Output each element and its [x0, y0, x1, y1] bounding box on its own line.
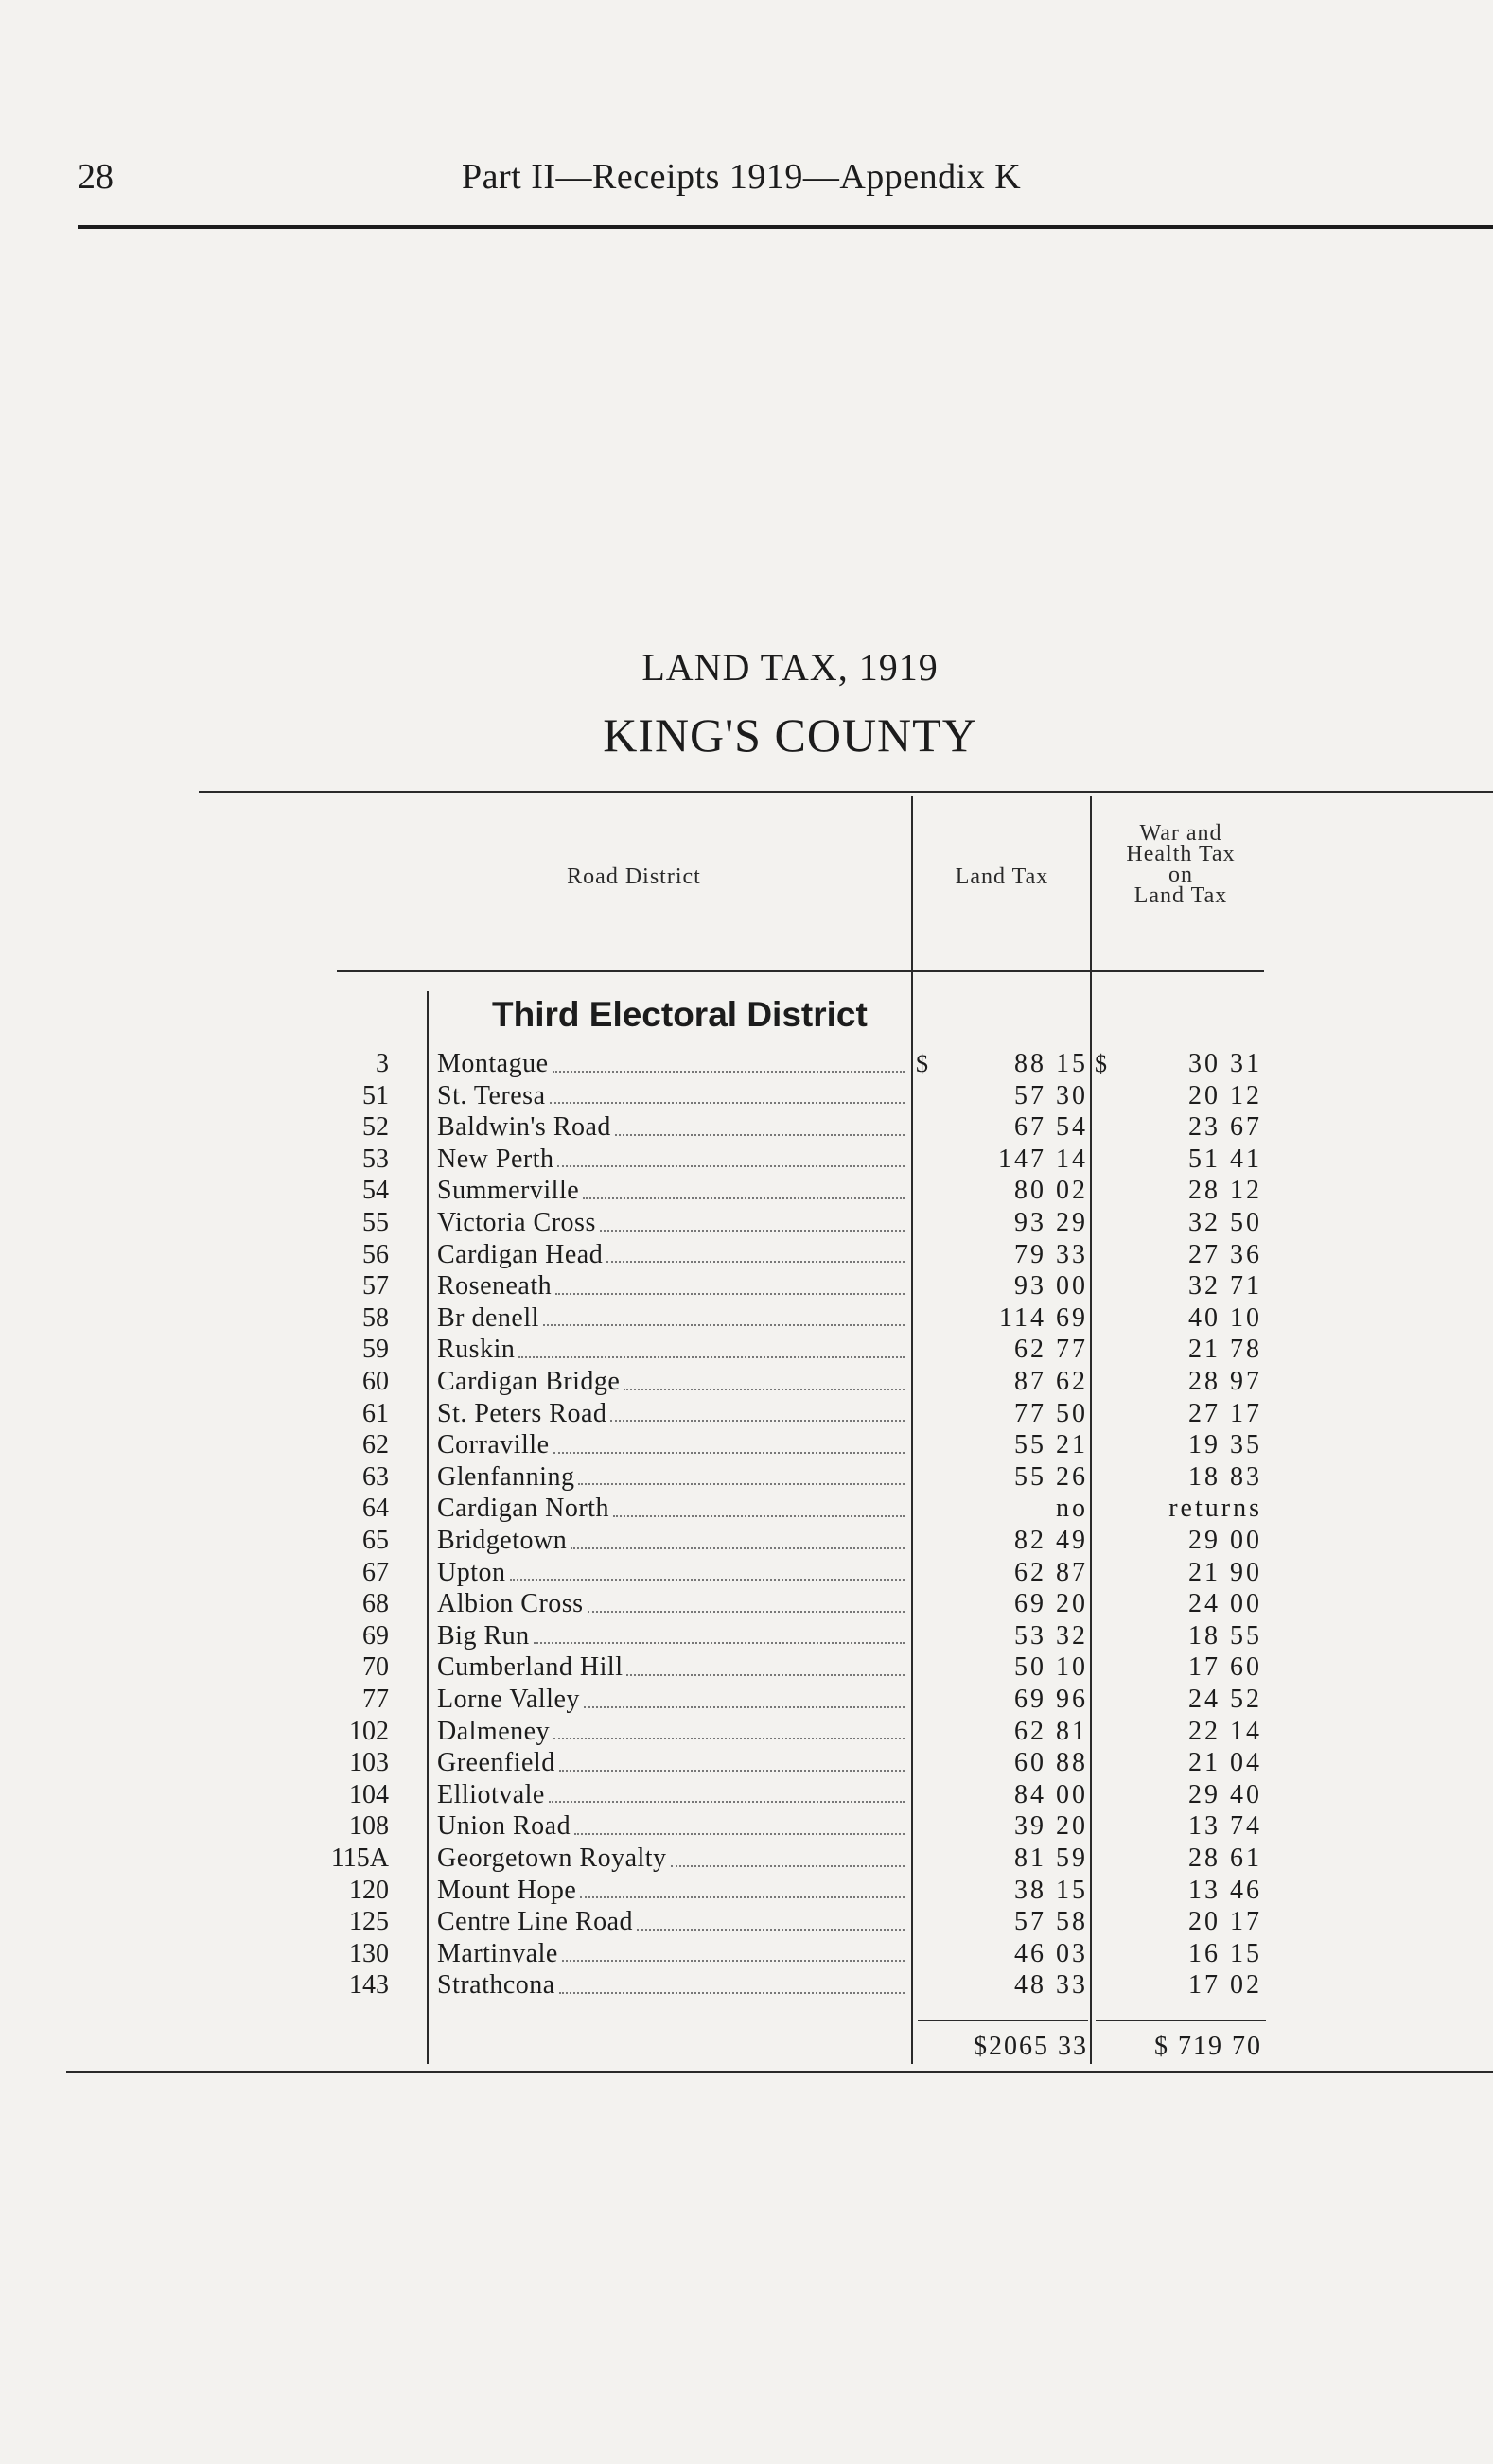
- road-district-number: 63: [362, 1461, 389, 1492]
- table-row: [0, 1429, 1493, 1461]
- war-tax-value: 19 35: [1188, 1430, 1262, 1460]
- table-row: [0, 1779, 1493, 1811]
- road-district-name-cell: [437, 1684, 908, 1716]
- land-tax-value: 50 10: [1014, 1652, 1088, 1683]
- dot-leader: [613, 1493, 905, 1517]
- page-number: 28: [78, 157, 114, 197]
- road-district-name: Upton: [437, 1557, 506, 1587]
- war-tax-value: 17 60: [1188, 1652, 1262, 1683]
- table-row: [0, 1461, 1493, 1494]
- land-tax-value: 46 03: [1014, 1938, 1088, 1968]
- table-row: [0, 1525, 1493, 1557]
- road-district-name-cell: [437, 1588, 908, 1620]
- land-tax-total-rule: [918, 2020, 1088, 2021]
- road-district-name-cell: [437, 1557, 908, 1589]
- table-row: [0, 1557, 1493, 1589]
- dot-leader: [559, 1747, 905, 1772]
- dot-leader: [571, 1525, 905, 1549]
- road-district-number: 104: [349, 1779, 389, 1809]
- war-tax-value: 40 10: [1188, 1302, 1262, 1333]
- table-row: [0, 1588, 1493, 1620]
- road-district-number: 64: [362, 1494, 389, 1524]
- road-district-name: Roseneath: [437, 1271, 553, 1302]
- war-tax-value: 30 31: [1188, 1049, 1262, 1078]
- land-tax-value: 62 81: [1014, 1716, 1088, 1746]
- war-tax-value: 32 71: [1188, 1271, 1262, 1302]
- road-district-number: 54: [362, 1176, 389, 1206]
- page-title: LAND TAX, 1919: [641, 646, 939, 689]
- road-district-name-cell: [437, 1111, 908, 1144]
- road-district-number: 59: [362, 1335, 389, 1365]
- road-district-name-cell: [437, 1969, 908, 2001]
- war-tax-value: 28 12: [1188, 1176, 1262, 1206]
- dot-leader: [518, 1334, 905, 1358]
- road-district-number: 103: [349, 1748, 389, 1778]
- road-district-number: 70: [362, 1652, 389, 1683]
- land-tax-value: 82 49: [1014, 1526, 1088, 1555]
- road-district-number: 130: [349, 1938, 389, 1968]
- table-row: [0, 1843, 1493, 1875]
- road-district-number: 56: [362, 1239, 389, 1269]
- war-tax-value: 28 97: [1188, 1367, 1262, 1396]
- dot-leader: [574, 1810, 905, 1835]
- land-tax-value: 77 50: [1014, 1398, 1088, 1428]
- dot-leader: [534, 1620, 905, 1645]
- road-district-name-cell: [437, 1175, 908, 1207]
- column-header-land-tax: Land Tax: [955, 865, 1049, 889]
- war-tax-value: 18 55: [1188, 1620, 1262, 1651]
- war-tax-value: 29 00: [1188, 1526, 1262, 1555]
- table-row: [0, 1111, 1493, 1144]
- header-rule: [78, 225, 1493, 229]
- table-row: [0, 1175, 1493, 1207]
- dot-leader: [557, 1144, 905, 1168]
- dot-leader: [553, 1429, 905, 1454]
- land-tax-value: 84 00: [1014, 1779, 1088, 1809]
- road-district-name-cell: [437, 1366, 908, 1398]
- road-district-number: 115A: [330, 1844, 389, 1873]
- table-row: [0, 1810, 1493, 1843]
- land-tax-value: 53 32: [1014, 1620, 1088, 1651]
- table-bottom-rule: [66, 2071, 1493, 2073]
- column-header-road-district: Road District: [567, 865, 701, 889]
- road-district-name: Bridgetown: [437, 1526, 568, 1555]
- dot-leader: [600, 1207, 905, 1232]
- war-tax-value: 22 14: [1188, 1716, 1262, 1746]
- war-tax-header-line-3: on: [1168, 863, 1193, 887]
- dot-leader: [580, 1875, 905, 1899]
- table-row: [0, 1906, 1493, 1938]
- road-district-name-cell: [437, 1779, 908, 1811]
- land-tax-value: 69 96: [1014, 1685, 1088, 1714]
- road-district-name-cell: [437, 1398, 908, 1430]
- dot-leader: [637, 1906, 905, 1931]
- war-tax-value: 13 46: [1188, 1875, 1262, 1905]
- table-row: [0, 1620, 1493, 1652]
- table-row: [0, 1302, 1493, 1335]
- road-district-name: Lorne Valley: [437, 1685, 580, 1714]
- road-district-name: Strathcona: [437, 1970, 555, 2001]
- war-tax-value: 28 61: [1188, 1844, 1262, 1873]
- war-tax-value: returns: [1168, 1494, 1262, 1524]
- road-district-name-cell: [437, 1239, 908, 1271]
- road-district-name-cell: [437, 1716, 908, 1748]
- war-tax-value: 27 17: [1188, 1398, 1262, 1428]
- war-tax-value: 51 41: [1188, 1144, 1262, 1174]
- war-tax-value: 17 02: [1188, 1970, 1262, 2001]
- road-district-number: 60: [362, 1367, 389, 1396]
- table-row: [0, 1366, 1493, 1398]
- land-tax-value: 88 15: [1014, 1049, 1088, 1078]
- war-tax-value: 21 90: [1188, 1557, 1262, 1587]
- road-district-number: 143: [349, 1970, 389, 2001]
- dot-leader: [510, 1557, 905, 1582]
- road-district-name: Big Run: [437, 1620, 530, 1651]
- war-tax-value: 18 83: [1188, 1461, 1262, 1492]
- land-tax-value: 48 33: [1014, 1970, 1088, 2001]
- land-tax-value: 69 20: [1014, 1589, 1088, 1619]
- road-district-name: St. Teresa: [437, 1080, 546, 1110]
- war-tax-total: $ 719 70: [1154, 2032, 1262, 2061]
- war-tax-total-rule: [1096, 2020, 1266, 2021]
- war-tax-header-line-1: War and: [1139, 821, 1222, 846]
- land-tax-value: 62 87: [1014, 1557, 1088, 1587]
- table-row: [0, 1080, 1493, 1112]
- war-tax-value: 20 17: [1188, 1907, 1262, 1937]
- land-tax-value: 79 33: [1014, 1239, 1088, 1269]
- table-row: [0, 1334, 1493, 1366]
- road-district-name-cell: [437, 1651, 908, 1684]
- road-district-name: Glenfanning: [437, 1461, 575, 1492]
- dot-leader: [550, 1080, 905, 1105]
- road-district-name-cell: [437, 1334, 908, 1366]
- road-district-name-cell: [437, 1906, 908, 1938]
- table-row: [0, 1239, 1493, 1271]
- dot-leader: [624, 1366, 905, 1390]
- land-tax-dollar-sign: $: [916, 1050, 928, 1077]
- land-tax-value: 57 58: [1014, 1907, 1088, 1937]
- war-tax-value: 20 12: [1188, 1080, 1262, 1110]
- table-row: [0, 1969, 1493, 2001]
- road-district-name: St. Peters Road: [437, 1398, 607, 1428]
- road-district-number: 69: [362, 1620, 389, 1651]
- road-district-number: 51: [362, 1080, 389, 1110]
- land-tax-value: 55 26: [1014, 1461, 1088, 1492]
- land-tax-value: 80 02: [1014, 1176, 1088, 1206]
- dot-leader: [578, 1461, 905, 1486]
- land-tax-value: 38 15: [1014, 1875, 1088, 1905]
- road-district-number: 52: [362, 1112, 389, 1143]
- road-district-name-cell: [437, 1843, 908, 1875]
- war-tax-value: 24 52: [1188, 1685, 1262, 1714]
- war-tax-value: 23 67: [1188, 1112, 1262, 1143]
- land-tax-value: 147 14: [998, 1144, 1088, 1174]
- land-tax-value: 62 77: [1014, 1335, 1088, 1365]
- table-row: [0, 1684, 1493, 1716]
- dot-leader: [626, 1651, 905, 1676]
- road-district-number: 120: [349, 1875, 389, 1905]
- road-district-name-cell: [437, 1429, 908, 1461]
- road-district-name-cell: [437, 1270, 908, 1302]
- running-head: Part II—Receipts 1919—Appendix K: [462, 157, 1022, 197]
- dot-leader: [610, 1398, 905, 1423]
- road-district-number: 57: [362, 1271, 389, 1302]
- dot-leader: [615, 1111, 905, 1136]
- dot-leader: [559, 1969, 905, 1994]
- dot-leader: [549, 1779, 905, 1804]
- table-row: [0, 1747, 1493, 1779]
- war-tax-value: 13 74: [1188, 1811, 1262, 1842]
- road-district-name: Cardigan Head: [437, 1239, 604, 1269]
- war-tax-header-line-2: Health Tax: [1126, 842, 1236, 866]
- war-tax-value: 16 15: [1188, 1938, 1262, 1968]
- land-tax-value: 60 88: [1014, 1748, 1088, 1778]
- dot-leader: [588, 1588, 905, 1613]
- war-tax-header-line-4: Land Tax: [1133, 883, 1228, 908]
- land-tax-value: 67 54: [1014, 1112, 1088, 1143]
- land-tax-value: no: [1056, 1494, 1088, 1524]
- dot-leader: [583, 1175, 905, 1199]
- road-district-name: Martinvale: [437, 1938, 558, 1968]
- war-tax-value: 29 40: [1188, 1779, 1262, 1809]
- road-district-name-cell: [437, 1493, 908, 1525]
- table-row: [0, 1144, 1493, 1176]
- land-tax-value: 81 59: [1014, 1844, 1088, 1873]
- road-district-name-cell: [437, 1080, 908, 1112]
- dot-leader: [555, 1270, 905, 1295]
- county-title: KING'S COUNTY: [603, 708, 977, 761]
- road-district-number: 62: [362, 1430, 389, 1460]
- road-district-name: Centre Line Road: [437, 1907, 634, 1937]
- road-district-name-cell: [437, 1144, 908, 1176]
- road-district-name-cell: [437, 1810, 908, 1843]
- road-district-name: Victoria Cross: [437, 1208, 596, 1237]
- table-row: [0, 1938, 1493, 1970]
- road-district-name-cell: [437, 1747, 908, 1779]
- road-district-name: Greenfield: [437, 1748, 555, 1778]
- road-district-number: 108: [349, 1811, 389, 1842]
- road-district-name: Georgetown Royalty: [437, 1844, 667, 1873]
- column-header-war-health-tax: [1096, 823, 1266, 906]
- dot-leader: [562, 1938, 905, 1963]
- section-heading: Third Electoral District: [492, 995, 868, 1034]
- war-tax-dollar-sign: $: [1095, 1050, 1107, 1077]
- road-district-name-cell: [437, 1620, 908, 1652]
- road-district-name-cell: [437, 1302, 908, 1335]
- road-district-name: Baldwin's Road: [437, 1112, 611, 1143]
- table-row: [0, 1207, 1493, 1239]
- road-district-name: Cardigan North: [437, 1494, 609, 1524]
- road-district-number: 77: [362, 1685, 389, 1714]
- war-tax-value: 32 50: [1188, 1208, 1262, 1237]
- table-row: [0, 1270, 1493, 1302]
- table-header-rule: [337, 970, 1264, 972]
- land-tax-value: 39 20: [1014, 1811, 1088, 1842]
- land-tax-value: 87 62: [1014, 1367, 1088, 1396]
- table-top-rule: [199, 791, 1493, 793]
- dot-leader: [553, 1716, 905, 1740]
- road-district-number: 65: [362, 1526, 389, 1555]
- road-district-name: Elliotvale: [437, 1779, 545, 1809]
- road-district-number: 53: [362, 1144, 389, 1174]
- road-district-name: Mount Hope: [437, 1875, 577, 1905]
- land-tax-value: 93 29: [1014, 1208, 1088, 1237]
- road-district-name: New Perth: [437, 1144, 554, 1174]
- road-district-name: Cardigan Bridge: [437, 1367, 621, 1396]
- road-district-number: 68: [362, 1589, 389, 1619]
- dot-leader: [671, 1843, 905, 1867]
- land-tax-total: $2065 33: [974, 2032, 1088, 2061]
- road-district-name: Corraville: [437, 1430, 550, 1460]
- road-district-name-cell: [437, 1875, 908, 1907]
- road-district-name: Dalmeney: [437, 1716, 551, 1746]
- road-district-name: Montague: [437, 1049, 549, 1078]
- table-row: [0, 1651, 1493, 1684]
- road-district-name: Br denell: [437, 1302, 539, 1333]
- road-district-number: 61: [362, 1398, 389, 1428]
- road-district-name: Summerville: [437, 1176, 580, 1206]
- road-district-name-cell: [437, 1207, 908, 1239]
- war-tax-value: 21 78: [1188, 1335, 1262, 1365]
- dot-leader: [543, 1302, 905, 1327]
- road-district-number: 125: [349, 1907, 389, 1937]
- road-district-name-cell: [437, 1048, 908, 1080]
- war-tax-value: 24 00: [1188, 1589, 1262, 1619]
- road-district-name-cell: [437, 1938, 908, 1970]
- road-district-name: Albion Cross: [437, 1589, 584, 1619]
- war-tax-value: 21 04: [1188, 1748, 1262, 1778]
- land-tax-value: 57 30: [1014, 1080, 1088, 1110]
- road-district-name-cell: [437, 1461, 908, 1494]
- road-district-number: 55: [362, 1208, 389, 1237]
- table-row: [0, 1875, 1493, 1907]
- road-district-number: 67: [362, 1557, 389, 1587]
- table-row: [0, 1716, 1493, 1748]
- road-district-name: Ruskin: [437, 1335, 516, 1365]
- road-district-name-cell: [437, 1525, 908, 1557]
- road-district-name: Cumberland Hill: [437, 1652, 624, 1683]
- dot-leader: [584, 1684, 905, 1708]
- table-row: [0, 1048, 1493, 1080]
- war-tax-value: 27 36: [1188, 1239, 1262, 1269]
- road-district-number: 102: [349, 1716, 389, 1746]
- road-district-name: Union Road: [437, 1811, 571, 1842]
- dot-leader: [553, 1048, 905, 1073]
- table-row: [0, 1493, 1493, 1525]
- table-row: [0, 1398, 1493, 1430]
- land-tax-value: 55 21: [1014, 1430, 1088, 1460]
- land-tax-value: 114 69: [999, 1302, 1088, 1333]
- road-district-number: 3: [376, 1049, 389, 1078]
- dot-leader: [606, 1239, 905, 1264]
- land-tax-value: 93 00: [1014, 1271, 1088, 1302]
- road-district-number: 58: [362, 1302, 389, 1333]
